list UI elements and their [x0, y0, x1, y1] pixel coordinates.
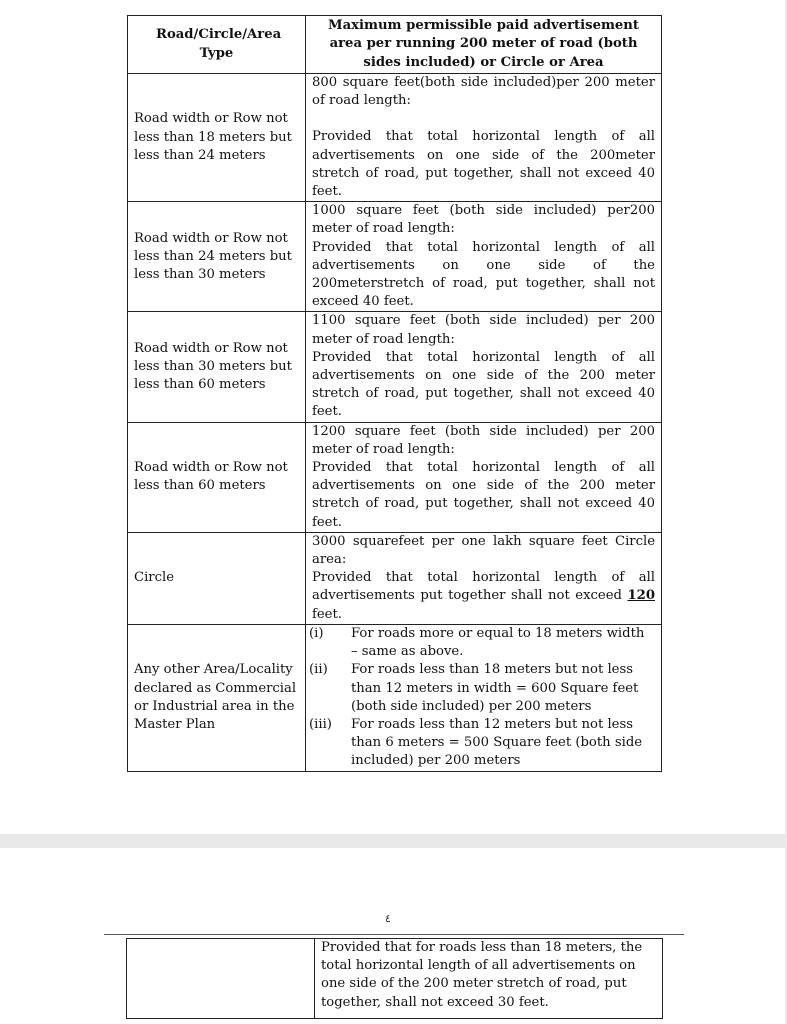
table-row [127, 939, 663, 1019]
row-type-cell: Road width or Row not less than 30 meters but less than 60 meters [128, 312, 306, 422]
item-number: (ii) [309, 662, 328, 678]
row-type-cell: Road width or Row not less than 60 meters [128, 422, 306, 532]
proviso-text: 200meterstretch of road, put together, shall not exceed 40 feet. [312, 276, 655, 310]
row-type-cell [127, 939, 315, 1019]
row-type-cell: Road width or Row not less than 18 meters but less than 24 meters [128, 74, 306, 202]
proviso-text: Provided that total horizontal length of all advertisements on one side of the 200 meter stretch of road, put together, shall not exceed 40 feet. [312, 349, 655, 420]
row-area-cell [306, 312, 662, 422]
area-text: 1100 square feet (both side included) per 200 meter of road length: [312, 313, 655, 347]
page-mark: ٤ [385, 912, 391, 925]
area-text: 800 square feet(both side included)per 200 meter of road length: [312, 75, 655, 109]
row-area-cell [306, 202, 662, 312]
row-type-cell: Any other Area/Locality declared as Commercial or Industrial area in the Master Plan [128, 624, 306, 771]
row-area-cell [306, 422, 662, 532]
header-road-type: Road/Circle/Area Type [128, 16, 306, 74]
proviso-text: Provided that total horizontal length of all [312, 239, 655, 255]
row-type-cell: Circle [128, 532, 306, 624]
header-max-area: Maximum permissible paid advertisement area per running 200 meter of road (both sides included) or Circle or Area [306, 16, 662, 74]
advertisement-area-table [127, 15, 662, 772]
item-number: (iii) [309, 716, 332, 732]
list-item [309, 625, 655, 661]
proviso-number: 120 [627, 588, 655, 604]
row-area-cell [306, 532, 662, 624]
item-text: For roads less than 12 meters but not less than 6 meters = 500 Square feet (both side included) per 200 meters [351, 716, 643, 769]
table-top-rule [104, 934, 684, 935]
area-text: 1000 square feet (both side included) per200 meter of road length: [312, 203, 655, 237]
table-row [128, 74, 662, 202]
table-row [128, 532, 662, 624]
item-number: (i) [309, 625, 324, 641]
table-row [128, 624, 662, 771]
proviso-text: Provided that total horizontal length of all advertisements put together shall not exceed [312, 570, 655, 604]
item-text: For roads less than 18 meters but not less than 12 meters in width = 600 Square feet (both side included) per 200 meters [351, 662, 639, 714]
row-area-cell [306, 74, 662, 202]
proviso-text: Provided that total horizontal length of all advertisements on one side of the 200meter stretch of road, put together, shall not exceed 40 feet. [312, 129, 655, 200]
proviso-text: Provided that total horizontal length of all advertisements on one side of the 200 meter stretch of road, put together, shall not exceed 40 feet. [312, 460, 655, 530]
area-text: 3000 squarefeet per one lakh square feet Circle area: [312, 533, 655, 568]
table-header-row [128, 16, 662, 74]
table-row [128, 422, 662, 532]
table-row [128, 312, 662, 422]
proviso-text: feet. [312, 606, 342, 622]
continuation-text: Provided that for roads less than 18 meters, the total horizontal length of all advertisements on one side of the 200 meter stretch of road, put together, shall not exceed 30 feet. [315, 939, 663, 1019]
list-item [309, 716, 655, 771]
area-text: 1200 square feet (both side included) per 200 meter of road length: [312, 423, 655, 457]
continuation-table [126, 938, 663, 1019]
list-item [309, 661, 655, 716]
row-type-cell: Road width or Row not less than 24 meters but less than 30 meters [128, 202, 306, 312]
row-area-cell [306, 624, 662, 771]
item-text: For roads more or equal to 18 meters width – same as above. [351, 625, 645, 660]
proviso-text: advertisements on one side of the [312, 257, 655, 273]
table-row [128, 202, 662, 312]
